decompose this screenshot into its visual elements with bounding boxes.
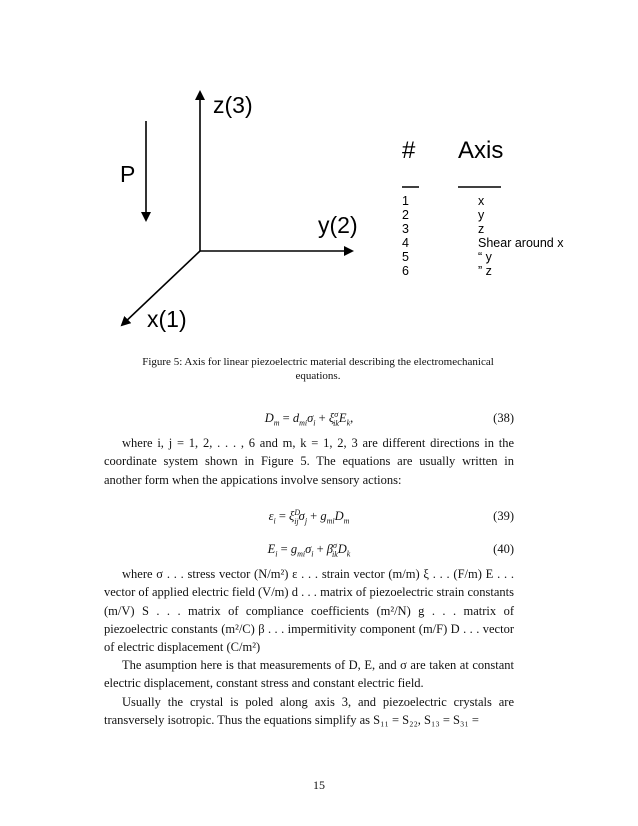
z-axis-label: z(3) (213, 92, 253, 118)
table-row-axis: z (478, 222, 485, 236)
table-row-axis: ” z (478, 264, 492, 278)
paragraph: Usually the crystal is poled along axis 3, and piezoelectric crystals are transversely isotropic. Thus the equations simplify as S₁₁ = S₂₂, S₁₃ = S₃₁ = (104, 695, 514, 728)
equation-formula: $D_m = d_{mi}\sigma_i + \xi^\sigma_{ik}E_k$, (264, 409, 354, 428)
table-row-number: 4 (402, 236, 409, 250)
y-axis-label: y(2) (318, 212, 358, 238)
paragraph: where σ . . . stress vector (N/m²) ε . . . strain vector (m/m) ξ . . . (F/m) E . . . vector of applied electric field (V/m) d . . . matrix of piezoelectric strain constants (m/V) S . . . matrix of compliance coefficients (m²/N) g . . . matrix of piezoelectric constants (m²/C) β . . . impermitivity component (m/F) D . . . vector of electric displacement (C/m²) (104, 567, 514, 655)
x-axis-label: x(1) (147, 306, 187, 332)
p-label: P (120, 161, 136, 187)
caption-line: Figure 5: Axis for linear piezoelectric material describing the electromechanical (142, 356, 494, 368)
table-row-axis: y (478, 208, 485, 222)
caption-line: equations. (295, 370, 341, 382)
table-row-number: 6 (402, 264, 409, 278)
table-row-axis: Shear around x (478, 236, 564, 250)
table-rows (402, 194, 564, 278)
table-row-number: 5 (402, 250, 409, 264)
axis-diagram (0, 0, 638, 345)
paragraph: The asumption here is that measurements of D, E, and σ are taken at constant electric displacement, constant stress and constant electric field. (104, 658, 514, 691)
equation-number: (39) (493, 509, 514, 523)
table-header-number: # (402, 137, 416, 164)
paragraph: where i, j = 1, 2, . . . , 6 and m, k = 1, 2, 3 are different directions in the coordinate system shown in Figure 5. The equations are usually written in another form when the appications involve sensory actions: (104, 436, 514, 487)
equation-formula: $E_i = g_{mi}\sigma_i + \beta^\sigma_{ik}D_k$ (267, 540, 351, 559)
page-number: 15 (313, 778, 325, 792)
table-row-axis: “ y (478, 250, 492, 264)
equation-number: (38) (493, 411, 514, 425)
equation-formula: $\varepsilon_i = \xi^D_{ij}\sigma_j + g_{mi}D_m$ (268, 507, 350, 526)
table-row-number: 3 (402, 222, 409, 236)
table-row-number: 1 (402, 194, 409, 208)
equation-number: (40) (493, 542, 514, 556)
table-row-number: 2 (402, 208, 409, 222)
table-row-axis: x (478, 194, 485, 208)
table-header-axis: Axis (458, 137, 504, 164)
figure-caption (118, 355, 518, 383)
